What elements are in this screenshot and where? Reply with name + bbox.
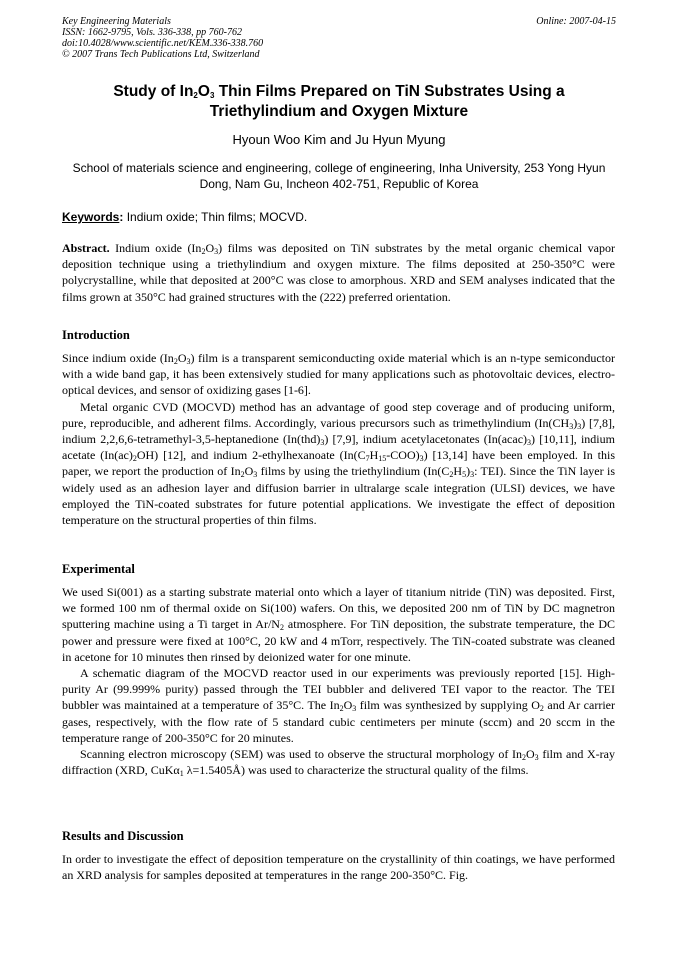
- paragraph: Since indium oxide $(In_2O_3)$ film is a transparent semiconducting oxide material which is an n-type semiconductor with a wide band gap, it has been extensively studied for many applications such as photovoltaic devices, electro-optical devices, and sensor of oxidizing gases [1-6].: [62, 351, 615, 398]
- abstract-label: Abstract.: [62, 241, 110, 255]
- results-body: [62, 851, 615, 883]
- keywords-label: Keywords: [62, 210, 120, 224]
- author-affiliation: School of materials science and engineering, college of engineering, Inha University, 253 Yong Hyun Dong, Nam Gu, Incheon 402-751, Republic of Korea: [72, 161, 606, 191]
- journal-name: Key Engineering Materials: [62, 16, 171, 27]
- journal-issn: ISSN: 1662-9795, Vols. 336-338, pp 760-762: [62, 27, 242, 38]
- paragraph: Scanning electron microscopy (SEM) was used to observe the structural morphology of $In_2O_3$ film and X-ray diffraction (XRD, CuKα$_1$ λ=1.5405Å) was used to characterize the structural quality of the films.: [62, 747, 616, 779]
- heading-results: Results and Discussion: [62, 829, 184, 843]
- keywords: Keywords: Indium oxide; Thin films; MOCVD.: [62, 210, 308, 224]
- paper-authors: Hyoun Woo Kim and Ju Hyun Myung: [232, 132, 446, 147]
- heading-experimental: Experimental: [62, 562, 135, 576]
- paragraph: We used Si(001) as a starting substrate material onto which a layer of titanium nitride (TiN) was deposited. First, we formed 100 nm of thermal oxide on Si(100) wafers. On this, we deposited 200 nm of TiN by DC magnetron sputtering machine using a Ti target in $Ar/N_2$ atmosphere. For TiN deposition, the substrate temperature, the DC power and pressure were fixed at 100°C, 20 kW and 4 mTorr, respectively. The TiN-coated substrate was cleaned in acetone for 10 minutes then rinsed by deionized water for one minute.: [62, 585, 615, 664]
- journal-doi: doi:10.4028/www.scientific.net/KEM.336-338.760: [62, 38, 264, 49]
- paragraph: A schematic diagram of the MOCVD reactor used in our experiments was previously reported [15]. High-purity Ar (99.999% purity) passed through the TEI bubbler and delivered TEI vapor to the reactor. The TEI bubbler was maintained at a temperature of 35°C. The $In_2O_3$ film was synthesized by supplying $O_2$ and Ar carrier gases, respectively, with the flow rate of 5 standard cubic centimeters per minute (sccm) and 20 sccm in the temperature range of 200-350°C for 20 minutes.: [62, 666, 615, 745]
- journal-header: [62, 16, 616, 60]
- online-date: Online: 2007-04-15: [536, 16, 616, 27]
- keywords-text: Indium oxide; Thin films; MOCVD.: [123, 210, 308, 224]
- experimental-body: [62, 584, 615, 778]
- introduction-body: [62, 350, 615, 528]
- paragraph: Metal organic CVD (MOCVD) method has an advantage of good step coverage and of producing uniform, pure, reproducible, and adherent films. Accordingly, various precursors such as trimethylindium $(In(CH_3)_3)$ [7,8], indium 2,2,6,6-tetramethyl-3,5-heptanedione $(In(thd)_3)$ [7,9], indium acetylacetonates $(In(acac)_3)$ [10,11], indium acetate $(In(ac)_2OH)$ [12], and indium 2-ethylhexanoate $(In(C_7H_{15}-COO)_3)$ [13,14] have been employed. In this paper, we report the production of $In_2O_3$ films by using the triethylindium ($In(C_2H_5)_3$: TEI). Since the TiN layer is widely used as an adhesion layer and diffusion barrier in ultralarge scale integration (ULSI) devices, we have employed the TiN-coated substrates for future potential applications. We investigate the effect of deposition temperature on the structural properties of thin films.: [62, 399, 615, 528]
- paper-title: Study of $In_2O_3$ Thin Films Prepared on TiN Substrates Using a Triethylindium and Oxygen Mixture: [113, 83, 565, 120]
- abstract: Abstract. Indium oxide $(In_2O_3)$ films was deposited on TiN substrates by the metal organic chemical vapor deposition technique using a triethylindium and oxygen mixture. The films deposited at 250-350°C were polycrystalline, while that deposited at 200°C was close to amorphous. XRD and SEM analyses indicated that the films grown at 350°C had grained structures with the (222) preferred orientation.: [62, 241, 615, 304]
- heading-introduction: Introduction: [62, 328, 130, 342]
- journal-copyright: © 2007 Trans Tech Publications Ltd, Switzerland: [62, 49, 260, 60]
- paragraph: In order to investigate the effect of deposition temperature on the crystallinity of thin coatings, we have performed an XRD analysis for samples deposited at temperatures in the range 200-350°C. Fig.: [62, 852, 615, 883]
